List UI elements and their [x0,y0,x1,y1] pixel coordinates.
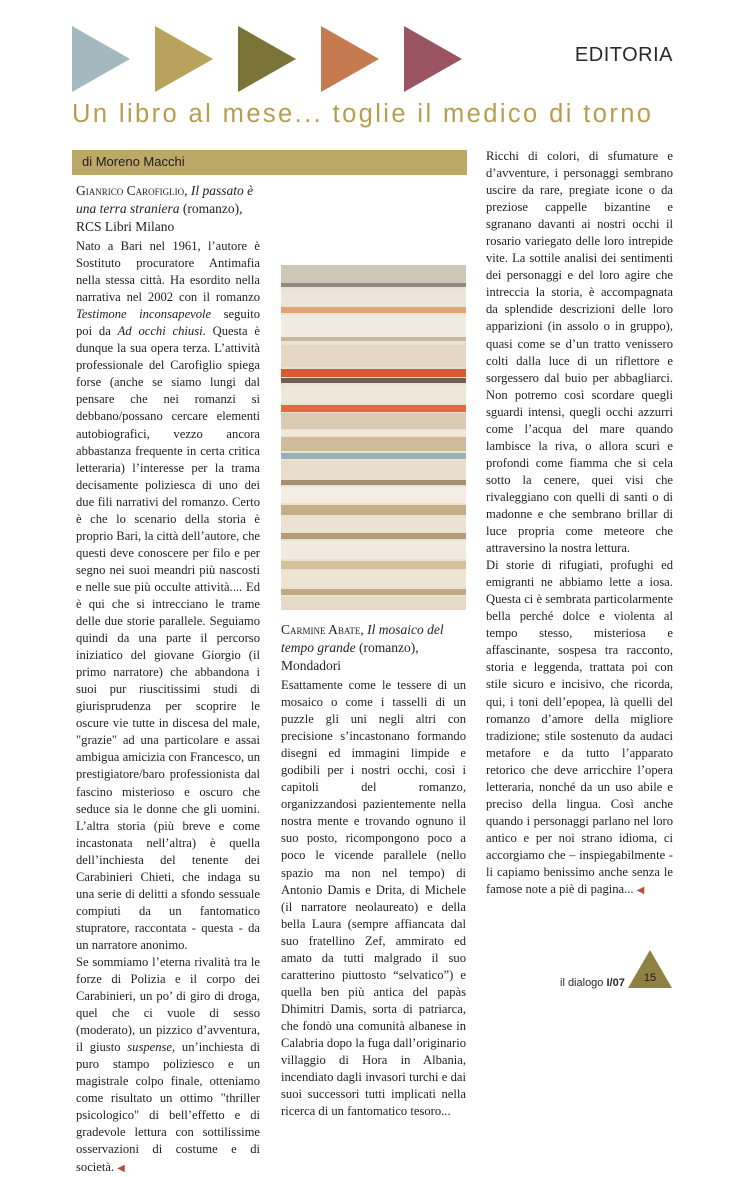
text: , un’inchiesta di puro stampo poliziesco e un magistrale colpo finale, otteniamo come risultato un ottimo "thriller psicologico" di bell’effetto e di gradevole lettura con sottilissime osservazioni di costume e di società. [76,1040,260,1174]
paragraph [281,677,466,1120]
arrow-icon [238,26,296,92]
paragraph [486,557,673,899]
book-reference [76,182,260,236]
paragraph [76,238,260,954]
page-number: 15 [643,972,657,984]
italic-text: Ad occhi chiusi [117,324,203,339]
issue-number: I/07 [606,977,625,989]
books-photo [281,265,466,610]
arrow-icon [321,26,379,92]
text: seguito poi da [76,307,260,339]
byline: di Moreno Macchi [82,154,185,169]
column-1 [76,182,260,1177]
book-author: Carmine Abate [281,622,361,637]
magazine-name: il dialogo [560,977,604,989]
text: Di storie di rifugiati, profughi ed emigranti ne abbiamo lette a iosa. Questa ci è sembrata particolarmente bella perché dolce e violenta al tempo stesso, misteriosa e affascinante, sospesa tra racconto, storia e leggenda, trattata poi con stile sicuro e incisivo, che ricorda, qui, i toni dell’epopea, là quelli del romanzo d’amore della migliore tradizione; stile sostenuto da audaci metafore e da tutto l’apparato retorico che deve arricchire l’opera letteraria, nonché da un uso abile e preciso della lingua. Così anche quando i personaggi parlano nel loro antico e per noi strano idioma, ci accorgiamo che – inspiegabilmente - li capiamo benissimo anche senza le famose note a piè di pagina... [486,558,673,897]
arrow-icon [72,26,130,92]
text: Nato a Bari nel 1961, l’autore è Sostituto procuratore Antimafia nella stessa città. Ha esordito nella narrativa nel 2002 con il romanzo [76,239,260,305]
book-title: Il mosaico del tempo grande [281,622,444,655]
arrow-icon [404,26,462,92]
book-author: Gianrico Carofiglio [76,183,185,198]
footer-magazine [560,977,625,989]
byline-bar [72,150,467,175]
stacked-books-image [281,265,466,610]
column-3 [486,148,673,899]
header-arrows [72,26,472,92]
italic-text: Testimone inconsapevole [76,307,212,322]
column-2-bottom [281,621,466,1119]
book-details: (romanzo), RCS Libri Milano [76,201,243,234]
article-title: Un libro al mese... toglie il medico di torno [72,100,654,128]
text: Se sommiamo l’eterna rivalità tra le forze di Polizia e il corpo dei Carabinieri, un po’ di giro di droga, quel che ci vuole di sesso (moderato), un pizzico d’avventura, il giusto [76,954,260,1055]
book-title: Il passato è una terra straniera [76,183,254,216]
text: Esattamente come le tessere di un mosaico o come i tasselli di un puzzle gli uni negli altri con precisione s’incastonano formando disegni ed immagini limpide e godibili per i nostri occhi, così i capitoli del romanzo, organizzandosi pazientemente nella nostra mente e trovando ognuno il suo posto, ricompongono poco a poco le vicende parallele (nello spazio ma non nel tempo) di Antonio Damis e Drita, di Michele (il narratore neolaureato) e della bella Laura (sempre affiancata dal suo fratellino Zef, ammirato ed amato da tutti malgrado il suo caratterino piuttosto “selvatico”) e quella ben più antica del papàs Dhimitri Damis, sorta di patriarca, che fondò una comunità albanese in Calabria dopo la fuga dall’originario villaggio di Hora in Albania, incendiato dagli invasori turchi e dai suoi successori tutti implicati nella ricerca di un fantomatico tesoro... [281,678,466,1119]
text: Ricchi di colori, di sfumature e d’avventure, i personaggi sembrano uscire da rare, pregiate icone o da preziose cappelle bizantine e sgranano davanti ai nostri occhi il rosario variegato delle loro intrepide vite. La sottile analisi dei sentimenti dei personaggi e del loro agire che intreccia la storia, è accompagnata da splendide descrizioni delle loro apparizioni (in assolo o in gruppo), quasi come se d’un tratto venissero colti dalla luce di un riflettore e sorgessero dal buio per abbagliarci. Non potremo così scordare quegli sguardi intensi, quegli occhi azzurri come l’acqua del mare quando lambisce la riva, o allora scuri e profondi come fiamma che si cela sotto la cenere, quei visi che rivaleggiano con quelli di santi o di madonne e che sembrano brillar di luce propria come meteore che attraversino la nostra lettura. [486,149,673,556]
end-mark-icon: ◀ [636,885,645,897]
arrow-icon [155,26,213,92]
separator: , [360,622,368,637]
book-details: (romanzo), Mondadori [281,640,419,673]
paragraph [76,954,260,1177]
text: . Questa è dunque la sua opera terza. L’attività professionale del Carofiglio spiega forse (anche se siamo lungi dal pensare che nei romanzi si debbano/possano cercare elementi autobiografici, vezzo ancora abbastanza frequente in certa critica letteraria) l’interesse per la trama decisamente poliziesca di uno dei due fili narrativi del romanzo. Certo è che lo scenario della storia è proprio Bari, la città dell’autore, che questi deve conoscere per filo e per segno nei suoi meandri più nascosti e nelle sue più occulte attività.... Ed è qui che si intrecciano le trame delle due storie parallele. Seguiamo quindi da una parte il percorso iniziatico del giovane Giorgio (il primo narratore) che abbandona i suoi pur riuscitissimi studi di giurisprudenza per scoprire le oscure vie tutte in discesa del male, "grazie" ad una particolare e assai ambigua amicizia con Francesco, un prestigiatore/baro professionista dal fascino misterioso e oscuro che seduce sia le donne che gli uomini. L’altra storia (più breve e come incastonata nell’altra) è quella dell’inchiesta del tenente dei Carabinieri Chieti, che indaga su una serie di delitti a sfondo sessuale compiuti da un fantomatico stupratore, raccontata - questa - da un narratore anonimo. [76,324,260,952]
section-label: EDITORIA [574,44,673,66]
book-reference [281,621,466,675]
end-mark-icon: ◀ [117,1162,125,1174]
paragraph [486,148,673,557]
italic-text: suspense [127,1040,173,1055]
separator: , [184,183,191,198]
